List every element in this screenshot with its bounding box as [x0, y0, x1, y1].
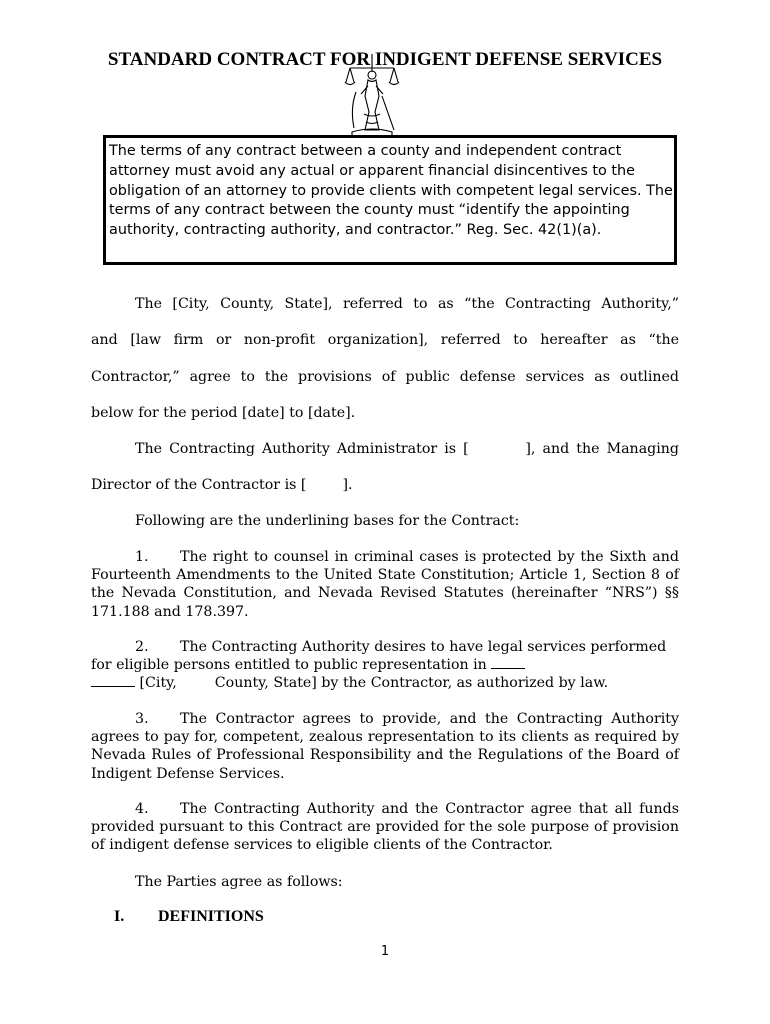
notice-box: The terms of any contract between a county and independent contract attorney must avoid any actual or apparent financial disincentives to the obligation of an attorney to provide clients with competent legal services. The terms of any contract between the county must “identify the appointing authority, contracting authority, and contractor.” Reg. Sec. 42(1)(a).: [103, 135, 677, 265]
basis-text: The right to counsel in criminal cases is protected by the Sixth and Fourteenth Amendments to the United State Constitution; Article 1, Section 8 of the Nevada Constitution, and Nevada Revised Statutes (hereinafter “NRS”) §§ 171.188 and 178.397.: [91, 549, 679, 620]
basis-text: The Contractor agrees to provide, and the Contracting Authority agrees to pay for, competent, zealous representation to its clients as required by Nevada Rules of Professional Responsibility and the Regulations of the Board of Indigent Defense Services.: [91, 711, 679, 782]
basis-text: The Contracting Authority desires to have legal services performed for eligible persons entitled to public representation in: [91, 639, 667, 674]
admin-line-1: The Contracting Authority Administrator is [ ], and the Managing: [135, 441, 679, 457]
basis-item: [91, 710, 679, 783]
basis-number: 1.: [135, 549, 149, 565]
bases-intro: Following are the underlining bases for the Contract:: [135, 513, 520, 529]
section-number: I.: [114, 908, 125, 925]
basis-number: 4.: [135, 801, 149, 817]
admin-line-2: Director of the Contractor is [ ].: [91, 477, 353, 493]
blank-line: [491, 656, 525, 669]
blank-line: [91, 674, 135, 687]
section-heading: [114, 908, 264, 926]
basis-item: [91, 548, 679, 621]
parties-line-4: below for the period [date] to [date].: [91, 405, 356, 421]
basis-item: [91, 638, 679, 693]
parties-line-2: and [law firm or non-profit organization], referred to hereafter as “the: [91, 332, 679, 348]
basis-item: [91, 800, 679, 855]
parties-line-3: Contractor,” agree to the provisions of public defense services as outlined: [91, 369, 679, 385]
basis-text: The Contracting Authority and the Contractor agree that all funds provided pursuant to this Contract are provided for the sole purpose of provision of indigent defense services to eligible clients of the Contractor.: [91, 801, 679, 854]
basis-text: County, State] by the Contractor, as authorized by law.: [214, 675, 609, 692]
basis-text: [City,: [139, 675, 177, 692]
section-title: DEFINITIONS: [158, 908, 264, 925]
agree-line: The Parties agree as follows:: [135, 874, 343, 890]
basis-number: 2.: [135, 639, 149, 655]
page-number: 1: [380, 944, 390, 959]
basis-number: 3.: [135, 711, 149, 727]
document-title: STANDARD CONTRACT FOR INDIGENT DEFENSE SERVICES: [107, 49, 663, 70]
parties-line-1: The [City, County, State], referred to as “the Contracting Authority,”: [135, 296, 679, 312]
